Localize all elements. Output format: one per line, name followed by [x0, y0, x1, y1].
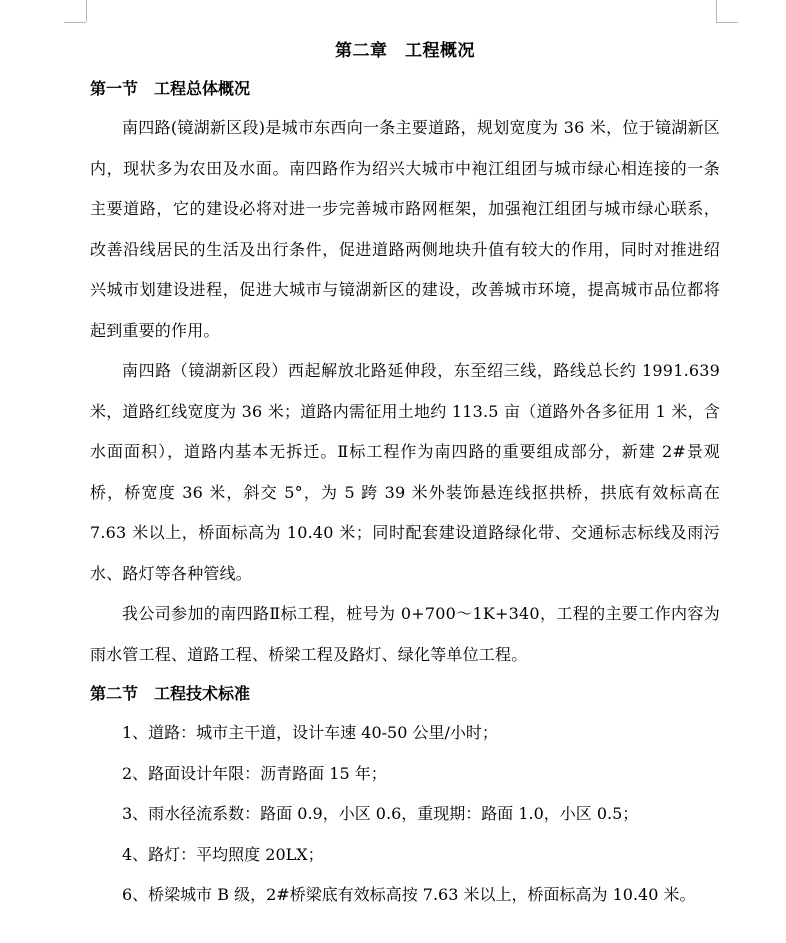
- crop-mark-top-left: [86, 0, 87, 22]
- document-body: [90, 32, 720, 916]
- section-heading-overview: 第一节 工程总体概况: [90, 79, 251, 98]
- paragraph: 我公司参加的南四路Ⅱ标工程，桩号为 0+700～1K+340，工程的主要工作内容为雨水管工程、道路工程、桥梁工程及路灯、绿化等单位工程。: [90, 604, 720, 664]
- list-item: 2、路面设计年限：沥青路面 15 年；: [122, 763, 387, 783]
- list-item: 1、道路：城市主干道，设计车速 40-50 公里/小时；: [122, 723, 498, 742]
- paragraph: 南四路（镜湖新区段）西起解放北路延伸段，东至绍三线，路线总长约 1991.639 米，道路红线宽度为 36 米；道路内需征用土地约 113.5 亩（道路外各多征用 1 米，含水面面积），道路内基本无拆迁。Ⅱ标工程作为南四路的重要组成部分，新建 2#景观桥，桥宽度 36 米，斜交 5°，为 5 跨 39 米外装饰悬连线抠拱桥，拱底有效标高在 7.63 米以上，桥面标高为 10.40 米；同时配套建设道路绿化带、交通标志标线及雨污水、路灯等各种管线。: [90, 361, 720, 583]
- section-heading-standards: 第二节 工程技术标准: [90, 684, 251, 703]
- list-item: 3、雨水径流系数：路面 0.9，小区 0.6，重现期：路面 1.0，小区 0.5；: [122, 804, 639, 823]
- chapter-title: 第二章 工程概况: [335, 41, 475, 61]
- crop-mark-top-right: [716, 22, 738, 23]
- list-item: 4、路灯：平均照度 20LX；: [122, 844, 324, 864]
- paragraph: 南四路(镜湖新区段)是城市东西向一条主要道路，规划宽度为 36 米，位于镜湖新区内，现状多为农田及水面。南四路作为绍兴大城市中袍江组团与城市绿心相连接的一条主要道路，它的建设必将对进一步完善城市路网框架，加强袍江组团与城市绿心联系，改善沿线居民的生活及出行条件，促进道路两侧地块升值有较大的作用，同时对推进绍兴城市划建设进程，促进大城市与镜湖新区的建设，改善城市环境，提高城市品位都将起到重要的作用。: [90, 118, 720, 340]
- crop-mark-top-left: [64, 22, 86, 23]
- list-item: 6、桥梁城市 B 级，2#桥梁底有效标高按 7.63 米以上，桥面标高为 10.40 米。: [122, 885, 696, 904]
- crop-mark-top-right: [716, 0, 717, 22]
